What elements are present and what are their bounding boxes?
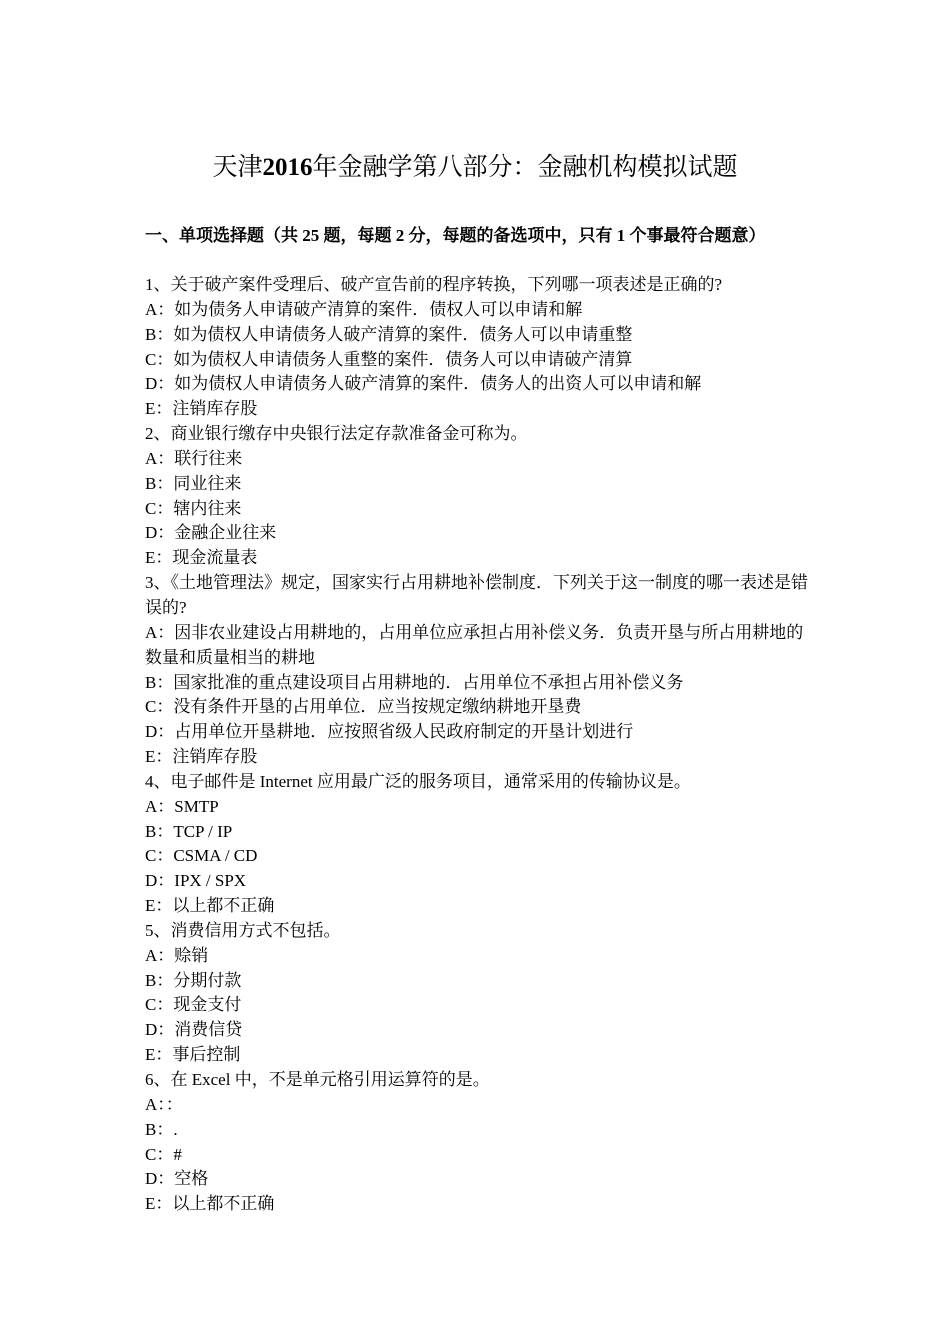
question-6 [145, 1068, 810, 1217]
option-b: B：如为债权人申请债务人破产清算的案件．债务人可以申请重整 [145, 324, 633, 344]
option-d: D：占用单位开垦耕地．应按照省级人民政府制定的开垦计划进行 [145, 722, 634, 742]
option-a: A：SMTP [145, 796, 219, 816]
option-d: D：空格 [145, 1169, 209, 1189]
option-c: C：现金支付 [145, 995, 242, 1015]
option-a: A：联行往来 [145, 448, 243, 468]
title-prefix: 天津 [212, 154, 263, 181]
title-year: 2016 [262, 154, 313, 181]
question-5 [145, 919, 810, 1068]
question-stem: 5、消费信用方式不包括。 [145, 920, 341, 940]
option-b: B：分期付款 [145, 970, 242, 990]
option-b: B：TCP / IP [145, 821, 233, 841]
option-a: A：因非农业建设占用耕地的，占用单位应承担占用补偿义务．负责开垦与所占用耕地的数量和质量相当的耕地 [145, 622, 804, 667]
option-c: C：没有条件开垦的占用单位．应当按规定缴纳耕地开垦费 [145, 697, 582, 717]
option-c: C：辖内往来 [145, 498, 242, 518]
option-e: E：事后控制 [145, 1045, 241, 1065]
option-c: C：# [145, 1144, 182, 1164]
question-2 [145, 422, 810, 571]
option-d: D：金融企业往来 [145, 523, 277, 543]
option-a: A：如为债务人申请破产清算的案件．债权人可以申请和解 [145, 299, 583, 319]
option-d: D：消费信贷 [145, 1020, 243, 1040]
option-e: E：现金流量表 [145, 548, 258, 568]
question-1 [145, 273, 810, 422]
question-stem: 3、《土地管理法》规定，国家实行占用耕地补偿制度．下列关于这一制度的哪一表述是错误的? [145, 573, 808, 617]
question-stem: 4、电子邮件是 Internet 应用最广泛的服务项目，通常采用的传输协议是。 [145, 771, 691, 791]
option-d: D：IPX / SPX [145, 871, 247, 891]
option-e: E：注销库存股 [145, 747, 258, 767]
question-4 [145, 770, 810, 919]
option-b: B：. [145, 1119, 178, 1139]
question-list [145, 273, 810, 1217]
option-a: A：赊销 [145, 945, 209, 965]
option-e: E：注销库存股 [145, 399, 258, 419]
document-title [0, 150, 950, 186]
option-c: C：CSMA / CD [145, 846, 258, 866]
option-a: A：： [145, 1094, 183, 1114]
question-stem: 1、关于破产案件受理后、破产宣告前的程序转换，下列哪一项表述是正确的? [145, 275, 723, 294]
option-e: E：以上都不正确 [145, 1194, 275, 1214]
option-e: E：以上都不正确 [145, 896, 275, 916]
question-stem: 2、商业银行缴存中央银行法定存款准备金可称为。 [145, 424, 528, 444]
option-b: B：同业往来 [145, 473, 242, 493]
question-3 [145, 571, 810, 770]
option-b: B：国家批准的重点建设项目占用耕地的．占用单位不承担占用补偿义务 [145, 672, 684, 692]
option-d: D：如为债权人申请债务人破产清算的案件．债务人的出资人可以申请和解 [145, 374, 702, 394]
option-c: C：如为债权人申请债务人重整的案件．债务人可以申请破产清算 [145, 349, 633, 369]
question-stem: 6、在 Excel 中，不是单元格引用运算符的是。 [145, 1070, 490, 1089]
title-suffix: 年金融学第八部分：金融机构模拟试题 [312, 154, 738, 181]
section-header: 一、单项选择题（共 25 题，每题 2 分，每题的备选项中，只有 1 个事最符合题意） [145, 226, 766, 245]
